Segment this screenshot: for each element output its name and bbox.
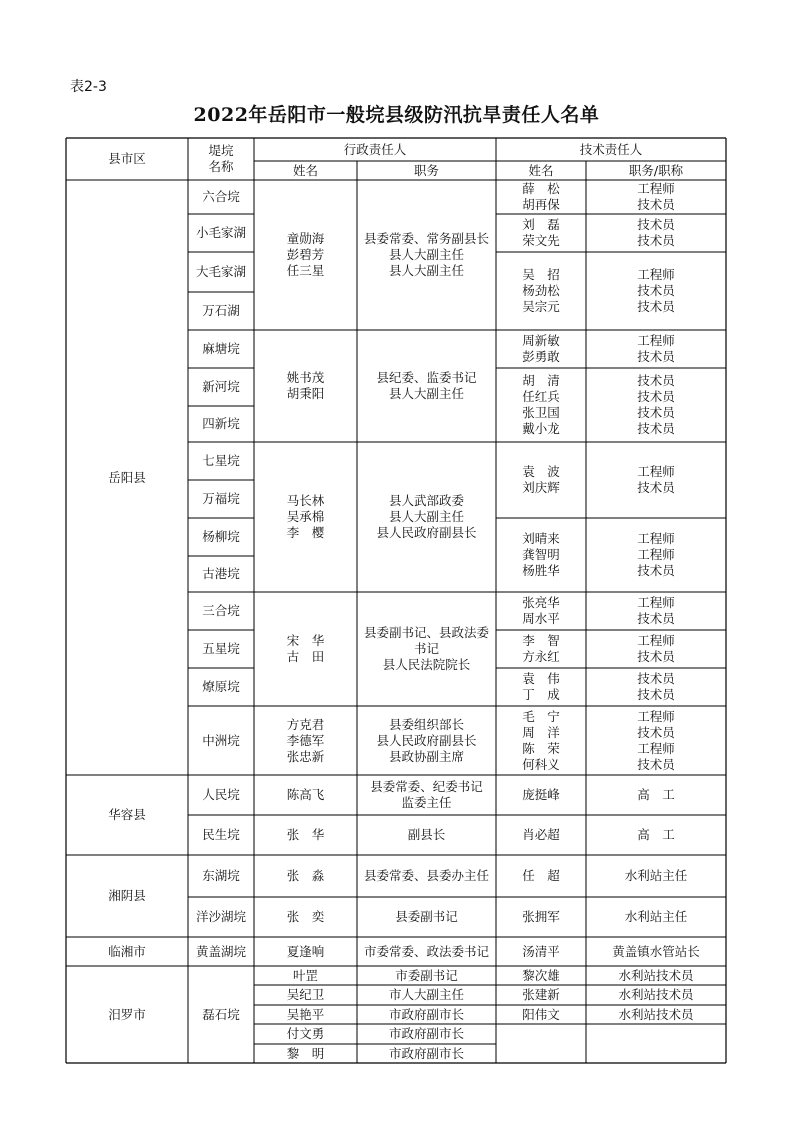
- cell-line: 阳伟文: [522, 1006, 560, 1022]
- cell-line: 技术员: [637, 217, 675, 232]
- header-tech-title: 职务/职称: [628, 162, 684, 178]
- cell-line: 肖必超: [522, 827, 560, 842]
- cell-line: 技术员: [637, 233, 675, 248]
- cell-line: 李 樱: [286, 525, 325, 540]
- header-admin-title: 职务: [413, 162, 439, 178]
- cell-line: 毛 宁: [522, 708, 560, 724]
- cell-line: 市人大副主任: [388, 987, 464, 1002]
- tech-title-cell: [586, 368, 726, 442]
- cell-line: 方克君: [286, 716, 325, 732]
- admin-name-cell: [254, 1044, 357, 1063]
- tech-name-cell: [496, 897, 586, 937]
- cell-line: 工程师: [637, 633, 675, 648]
- table-number-label: 表2-3: [70, 79, 107, 95]
- cell-line: 张 淼: [286, 868, 325, 883]
- header-dike-name: [188, 138, 254, 180]
- cell-line: 水利站技术员: [618, 967, 694, 983]
- cell-line: 任红兵: [522, 389, 560, 404]
- tech-title-cell: [586, 855, 726, 897]
- tech-name-cell: [496, 214, 586, 252]
- cell-line: 县人大副主任: [388, 263, 464, 278]
- cell-line: 彭勇敢: [522, 349, 560, 364]
- dike-name-cell: 五星垸: [202, 641, 240, 656]
- cell-line: 刘 磊: [522, 217, 560, 232]
- header-admin-name: 姓名: [292, 162, 318, 178]
- header-county: 县市区: [108, 151, 146, 166]
- tech-title-cell: [586, 985, 726, 1005]
- admin-title-cell: [357, 937, 496, 966]
- cell-line: 周水平: [522, 611, 560, 626]
- cell-line: 陈高飞: [286, 787, 325, 802]
- cell-line: 县委常委、常务副县长: [363, 231, 489, 246]
- cell-line: 工程师: [637, 181, 675, 196]
- tech-title-cell: [586, 214, 726, 252]
- cell-line: 姚书茂: [286, 370, 325, 385]
- cell-line: 吴纪卫: [286, 987, 325, 1002]
- admin-title-cell: [357, 985, 496, 1005]
- cell-line: 技术员: [637, 724, 675, 740]
- cell-line: 胡秉阳: [286, 386, 325, 401]
- cell-line: 技术员: [637, 480, 675, 495]
- cell-line: 县人武部政委: [388, 493, 464, 508]
- tech-name-cell: [496, 518, 586, 592]
- dike-name-cell: 东湖垸: [202, 868, 240, 883]
- dike-name-cell: 燎原垸: [202, 679, 240, 694]
- tech-name-cell: [496, 815, 586, 855]
- cell-line: 胡 清: [522, 373, 560, 388]
- cell-line: 县政协副主席: [388, 748, 464, 764]
- dike-name-cell: 小毛家湖: [195, 225, 246, 240]
- admin-title-cell: [357, 966, 496, 985]
- dike-name-cell: 古港垸: [202, 566, 240, 581]
- cell-line: 堤垸: [208, 143, 234, 158]
- cell-line: 高 工: [637, 827, 675, 842]
- cell-line: 监委主任: [401, 795, 452, 810]
- cell-line: 县委副书记、县政法委: [363, 625, 489, 640]
- cell-line: 工程师: [637, 267, 675, 282]
- admin-title-cell: [357, 855, 496, 897]
- cell-line: 庞挺峰: [522, 787, 560, 802]
- dike-name-cell: 人民垸: [202, 787, 240, 802]
- tech-name-cell: [496, 330, 586, 368]
- admin-name-cell: [254, 706, 357, 775]
- cell-line: 吴承棉: [286, 509, 325, 524]
- cell-line: 技术员: [637, 299, 675, 314]
- cell-line: 县委副书记: [395, 909, 458, 924]
- cell-line: 水利站主任: [624, 909, 688, 924]
- cell-line: 工程师: [637, 595, 675, 610]
- cell-line: 张 华: [286, 827, 325, 842]
- cell-line: 张 奕: [286, 909, 325, 924]
- tech-name-cell: [496, 706, 586, 775]
- cell-line: 县纪委、监委书记: [376, 370, 477, 385]
- header-tech-group: 技术责任人: [579, 141, 643, 157]
- tech-title-cell: [586, 668, 726, 706]
- cell-line: 技术员: [637, 649, 675, 664]
- admin-title-cell: [357, 1044, 496, 1063]
- cell-line: 工程师: [637, 531, 675, 546]
- cell-line: 高 工: [637, 787, 675, 802]
- cell-line: 袁 波: [522, 464, 560, 479]
- cell-line: 胡再保: [522, 197, 560, 212]
- cell-line: 袁 伟: [522, 671, 560, 686]
- cell-line: 黄盖镇水管站长: [612, 943, 700, 959]
- cell-line: 吴艳平: [286, 1006, 325, 1022]
- cell-line: 张拥军: [522, 909, 560, 924]
- cell-line: 戴小龙: [522, 421, 560, 436]
- cell-line: 李 智: [522, 633, 560, 648]
- cell-line: 薛 松: [522, 181, 560, 196]
- tech-title-cell: [586, 442, 726, 518]
- cell-line: 副县长: [407, 827, 446, 842]
- tech-name-cell: [496, 966, 586, 985]
- cell-line: 张建新: [522, 987, 560, 1002]
- tech-title-cell: [586, 592, 726, 630]
- document-title: 2022年岳阳市一般垸县级防汛抗旱责任人名单: [193, 104, 600, 126]
- tech-title-cell: [586, 966, 726, 985]
- cell-line: 张亮华: [522, 595, 560, 610]
- tech-name-cell: [496, 775, 586, 815]
- admin-title-cell: [357, 1024, 496, 1044]
- cell-line: 周 洋: [522, 724, 560, 740]
- cell-line: 黎 明: [286, 1045, 325, 1061]
- cell-line: 县人民政府副县长: [376, 732, 477, 748]
- cell-line: 张忠新: [286, 748, 325, 764]
- cell-line: 周新敏: [522, 333, 560, 348]
- cell-line: 县委常委、纪委书记: [370, 779, 483, 794]
- dike-name-cell: 新河垸: [202, 379, 240, 394]
- admin-title-cell: [357, 815, 496, 855]
- dike-name-cell: 大毛家湖: [195, 264, 246, 279]
- admin-name-cell: [254, 592, 357, 706]
- cell-line: 陈 荣: [522, 740, 560, 756]
- cell-line: 技术员: [637, 671, 675, 686]
- cell-line: 龚智明: [522, 547, 560, 562]
- cell-line: 技术员: [637, 687, 675, 702]
- cell-line: 刘晴来: [522, 531, 560, 546]
- cell-line: 杨胜华: [522, 563, 560, 578]
- admin-name-cell: [254, 775, 357, 815]
- tech-name-cell: [496, 630, 586, 668]
- tech-name-cell: [496, 252, 586, 330]
- dike-name-cell: 杨柳垸: [202, 529, 240, 544]
- dike-name-cell: 三合垸: [202, 603, 240, 618]
- admin-name-cell: [254, 180, 357, 330]
- admin-title-cell: [357, 706, 496, 775]
- tech-title-cell: [586, 897, 726, 937]
- cell-line: 县委常委、县委办主任: [363, 868, 489, 883]
- admin-name-cell: [254, 937, 357, 966]
- county-cell: 汨罗市: [108, 1006, 146, 1022]
- cell-line: 技术员: [637, 373, 675, 388]
- tech-name-cell: [496, 855, 586, 897]
- cell-line: 技术员: [637, 756, 675, 772]
- cell-line: 技术员: [637, 563, 675, 578]
- cell-line: 古 田: [286, 649, 325, 664]
- cell-line: 技术员: [637, 405, 675, 420]
- tech-title-cell: [586, 518, 726, 592]
- cell-line: 吴宗元: [522, 299, 560, 314]
- dike-name-cell: 万石湖: [202, 303, 240, 318]
- cell-line: 宋 华: [286, 633, 325, 648]
- tech-title-cell: [586, 1005, 726, 1024]
- tech-name-cell: [496, 668, 586, 706]
- tech-title-cell: [586, 180, 726, 214]
- cell-line: 市政府副市长: [388, 1045, 464, 1061]
- cell-line: 县人大副主任: [388, 509, 464, 524]
- cell-line: 县人大副主任: [388, 247, 464, 262]
- cell-line: 工程师: [637, 740, 675, 756]
- cell-line: 县人大副主任: [388, 386, 464, 401]
- dike-name-cell: 磊石垸: [202, 1006, 240, 1022]
- dike-name-cell: 黄盖湖垸: [195, 943, 246, 959]
- cell-line: 技术员: [637, 611, 675, 626]
- cell-line: 汤清平: [522, 943, 560, 959]
- cell-line: 吴 招: [522, 267, 560, 282]
- tech-title-cell: [586, 775, 726, 815]
- tech-name-cell: [496, 368, 586, 442]
- admin-name-cell: [254, 815, 357, 855]
- cell-line: 市委副书记: [395, 967, 458, 983]
- tech-name-cell: [496, 180, 586, 214]
- dike-name-cell: 七星垸: [202, 453, 240, 468]
- cell-line: 技术员: [637, 389, 675, 404]
- cell-line: 书记: [413, 641, 439, 656]
- cell-line: 夏逢响: [286, 943, 325, 959]
- cell-line: 付文勇: [286, 1026, 325, 1041]
- dike-name-cell: 万福垸: [202, 491, 240, 506]
- cell-line: 马长林: [286, 493, 325, 508]
- tech-title-cell: [586, 252, 726, 330]
- admin-title-cell: [357, 180, 496, 330]
- tech-name-cell: [496, 592, 586, 630]
- cell-line: 工程师: [637, 333, 675, 348]
- admin-title-cell: [357, 330, 496, 442]
- admin-name-cell: [254, 330, 357, 442]
- cell-line: 水利站技术员: [618, 1006, 694, 1022]
- dike-name-cell: 民生垸: [202, 827, 240, 842]
- cell-line: 技术员: [637, 349, 675, 364]
- cell-line: 技术员: [637, 421, 675, 436]
- cell-line: 张卫国: [522, 405, 560, 420]
- cell-line: 工程师: [637, 464, 675, 479]
- admin-name-cell: [254, 966, 357, 985]
- county-cell: 岳阳县: [108, 469, 146, 485]
- dike-name-cell: 四新垸: [202, 416, 240, 431]
- cell-line: 县委组织部长: [388, 716, 464, 732]
- admin-name-cell: [254, 855, 357, 897]
- cell-line: 刘庆辉: [522, 480, 560, 495]
- cell-line: 荣文先: [522, 233, 560, 248]
- cell-line: 方永红: [522, 649, 560, 664]
- county-cell: 湘阴县: [108, 888, 146, 903]
- cell-line: 任 超: [522, 868, 560, 883]
- cell-line: 市委常委、政法委书记: [363, 943, 489, 959]
- cell-line: 丁 成: [522, 687, 560, 702]
- cell-line: 技术员: [637, 197, 675, 212]
- tech-name-cell: [496, 985, 586, 1005]
- cell-line: 名称: [208, 159, 234, 174]
- cell-line: 黎次雄: [522, 967, 560, 983]
- admin-title-cell: [357, 1005, 496, 1024]
- admin-title-cell: [357, 592, 496, 706]
- admin-title-cell: [357, 775, 496, 815]
- cell-line: 技术员: [637, 283, 675, 298]
- tech-title-cell: [586, 630, 726, 668]
- cell-line: 水利站技术员: [618, 987, 694, 1002]
- cell-line: 杨劲松: [522, 283, 560, 298]
- header-tech-name: 姓名: [528, 162, 554, 178]
- admin-name-cell: [254, 985, 357, 1005]
- dike-name-cell: 中洲垸: [202, 732, 240, 748]
- cell-line: 县人民法院院长: [382, 657, 471, 672]
- tech-name-cell: [496, 1005, 586, 1024]
- tech-name-cell: [496, 937, 586, 966]
- tech-name-cell: [496, 442, 586, 518]
- cell-line: 县人民政府副县长: [376, 525, 477, 540]
- tech-title-cell: [586, 815, 726, 855]
- admin-title-cell: [357, 442, 496, 592]
- admin-title-cell: [357, 897, 496, 937]
- county-cell: 华容县: [108, 807, 146, 822]
- dike-name-cell: 六合垸: [202, 189, 240, 204]
- admin-name-cell: [254, 897, 357, 937]
- admin-name-cell: [254, 1024, 357, 1044]
- tech-title-cell: [586, 706, 726, 775]
- admin-name-cell: [254, 1005, 357, 1024]
- tech-title-cell: [586, 937, 726, 966]
- cell-line: 童勋海: [286, 231, 325, 246]
- tech-title-cell: [586, 330, 726, 368]
- cell-line: 水利站主任: [624, 868, 688, 883]
- header-admin-group: 行政责任人: [343, 141, 407, 157]
- dike-name-cell: 洋沙湖垸: [195, 909, 246, 924]
- cell-line: 市政府副市长: [388, 1026, 464, 1041]
- cell-line: 工程师: [637, 547, 675, 562]
- cell-line: 市政府副市长: [388, 1006, 464, 1022]
- admin-name-cell: [254, 442, 357, 592]
- cell-line: 任三星: [286, 263, 325, 278]
- dike-name-cell: 麻塘垸: [202, 341, 240, 356]
- cell-line: 叶罡: [292, 967, 318, 983]
- cell-line: 何科义: [522, 756, 560, 772]
- county-cell: 临湘市: [108, 943, 146, 959]
- cell-line: 李德军: [286, 732, 325, 748]
- cell-line: 工程师: [637, 708, 675, 724]
- cell-line: 彭碧芳: [286, 247, 325, 262]
